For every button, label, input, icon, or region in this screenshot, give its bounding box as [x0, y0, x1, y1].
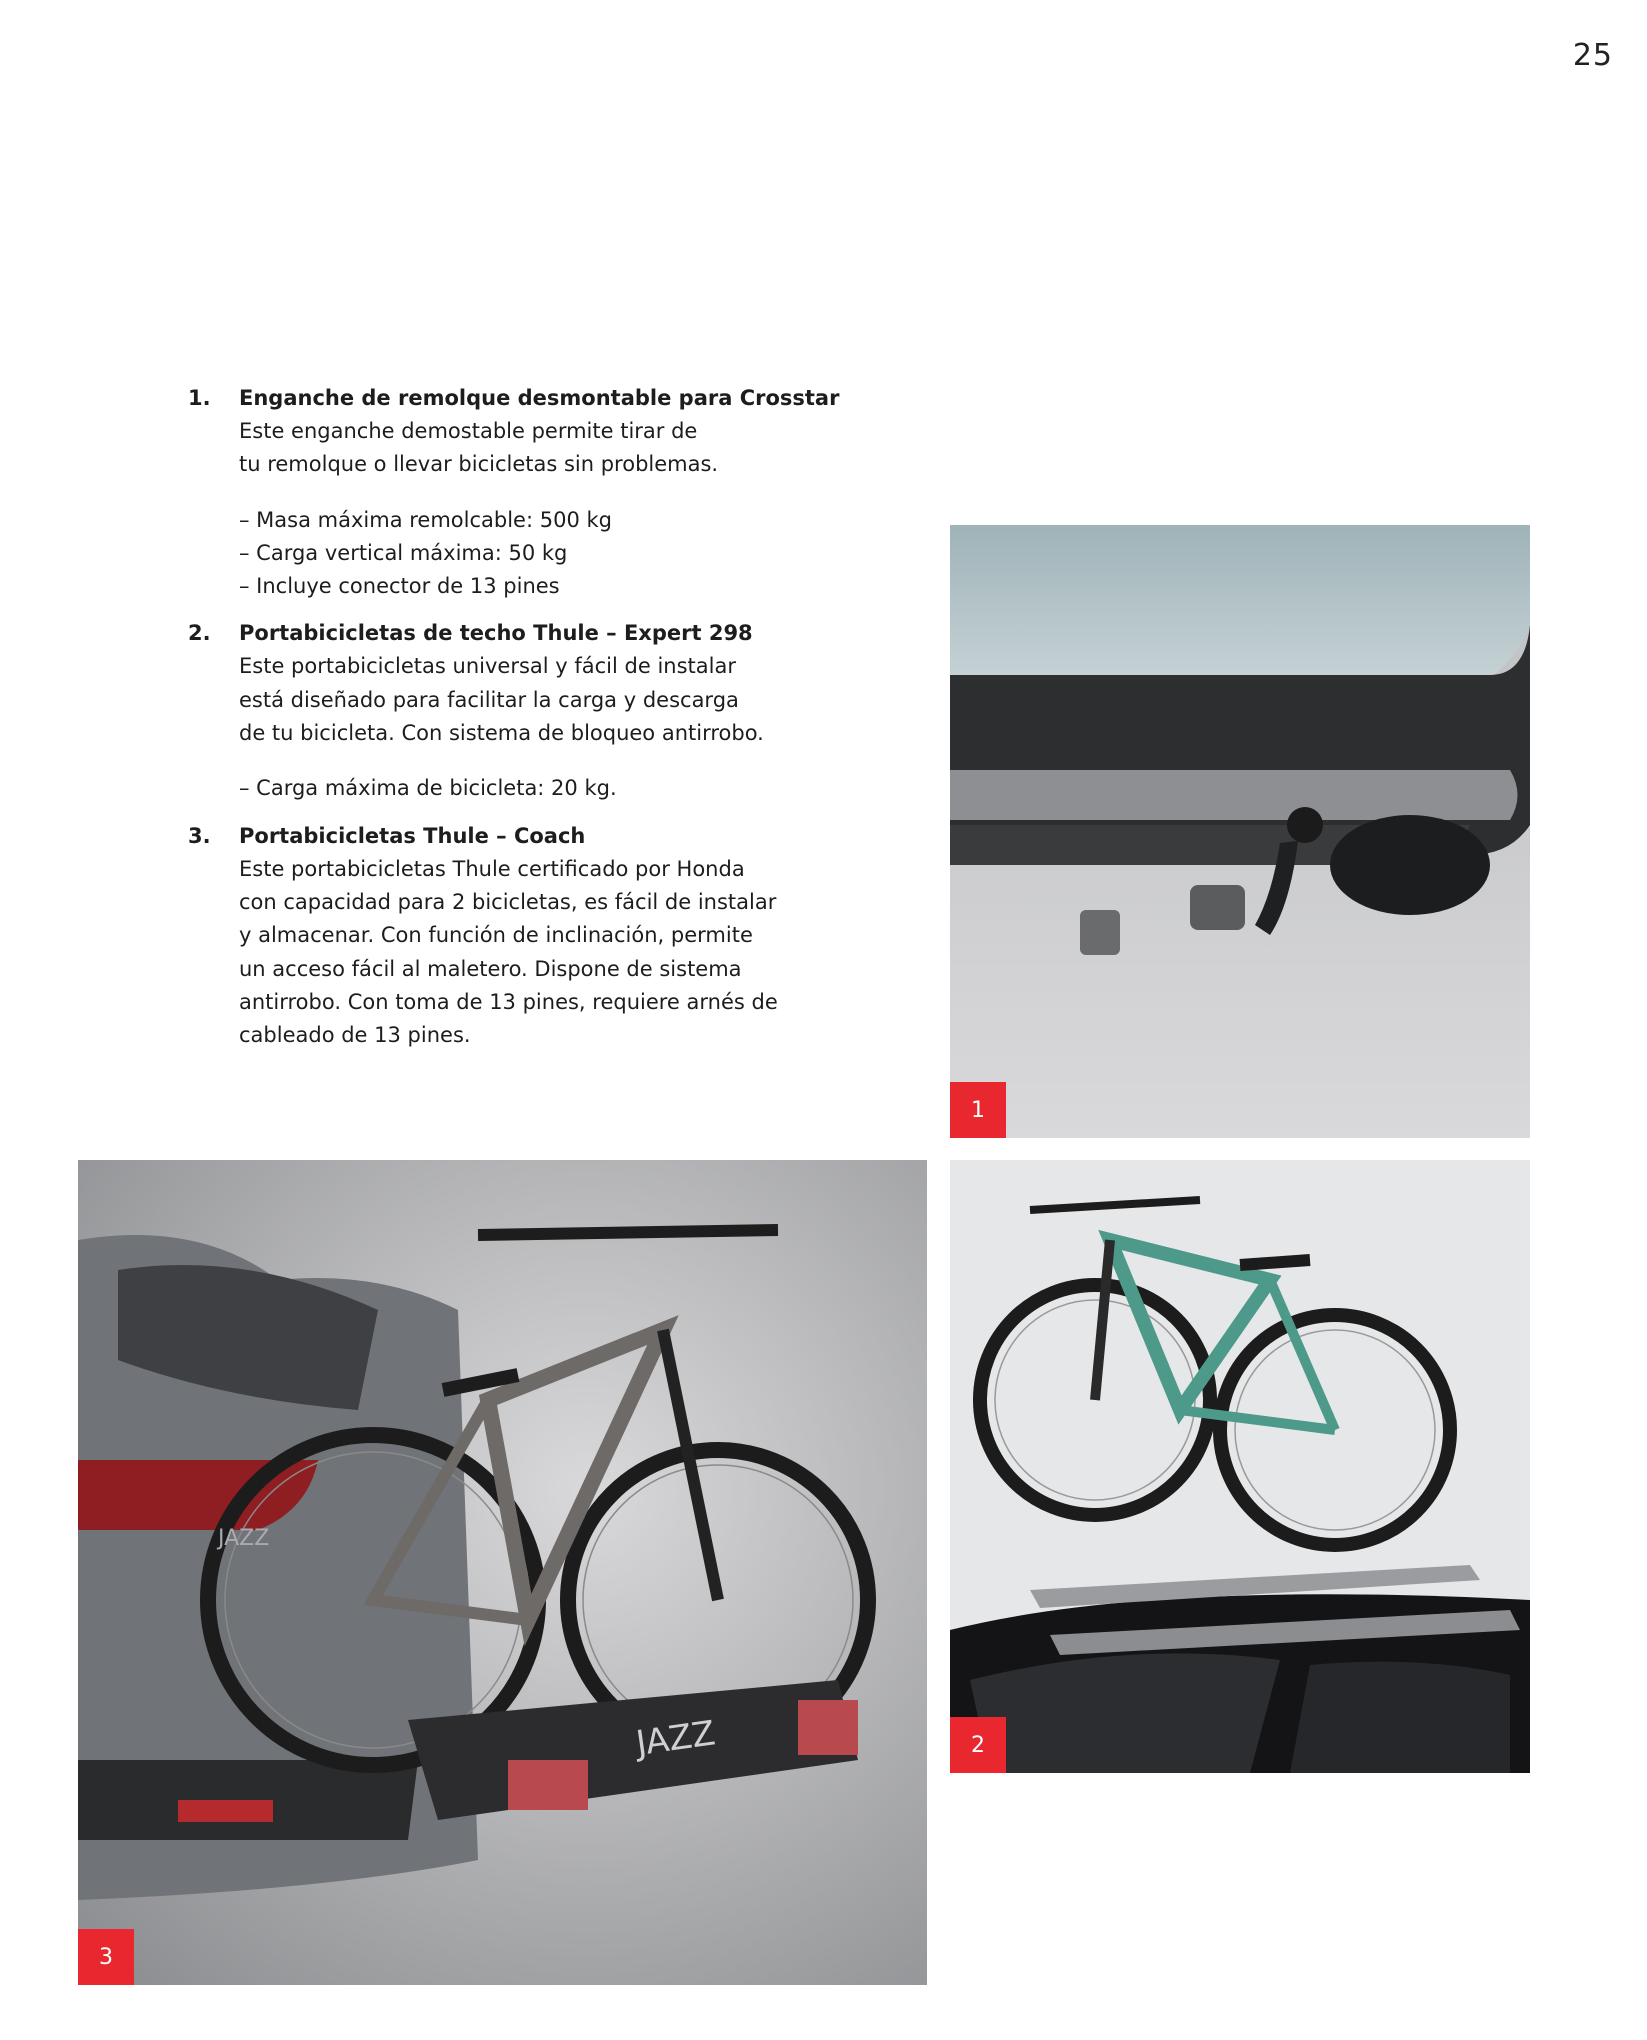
- roof-rack-photo: [950, 1160, 1530, 1773]
- page-number: 25: [1572, 38, 1613, 73]
- bullet: – Masa máxima remolcable: 500 kg: [239, 507, 612, 532]
- item-number: 3.: [188, 823, 211, 848]
- item-number: 2.: [188, 621, 211, 646]
- item-title: Enganche de remolque desmontable para Crosstar: [239, 386, 840, 410]
- tow-hitch-photo: [950, 525, 1530, 1138]
- item-bullets: [239, 772, 888, 805]
- roof-rack-illustration: [950, 1160, 1530, 1773]
- list-item: [188, 617, 888, 805]
- bullet: – Carga vertical máxima: 50 kg: [239, 540, 568, 565]
- item-description: Este portabicicletas universal y fácil de instalar está diseñado para facilitar la carga y descarga de tu bicicleta. Con sistema de bloqueo antirrobo.: [239, 654, 764, 746]
- item-bullets: [239, 504, 888, 604]
- car-model-badge: JAZZ: [218, 1526, 270, 1551]
- item-number: 1.: [188, 386, 211, 410]
- bullet: – Incluye conector de 13 pines: [239, 574, 560, 599]
- item-title: Portabicicletas Thule – Coach: [239, 823, 586, 848]
- item-description: Este portabicicletas Thule certificado por Honda con capacidad para 2 bicicletas, es fácil de instalar y almacenar. Con función de inclinación, permite un acceso fácil al maletero. Dispone de sistema antirrobo. Con toma de 13 pines, requiere arnés de cableado de 13 pines.: [239, 856, 778, 1048]
- hitch-rack-illustration: [78, 1160, 927, 1985]
- product-list: [188, 382, 888, 1066]
- rack-label: JAZZ: [633, 1713, 718, 1764]
- photo-number-badge: 2: [950, 1717, 1006, 1773]
- list-item: [188, 820, 888, 1053]
- item-title: Portabicicletas de techo Thule – Expert 298: [239, 621, 753, 646]
- photo-number-badge: 3: [78, 1929, 134, 1985]
- item-description: Este enganche demostable permite tirar de tu remolque o llevar bicicletas sin problemas.: [239, 419, 719, 477]
- bullet: – Carga máxima de bicicleta: 20 kg.: [239, 776, 617, 801]
- list-item: [188, 382, 888, 603]
- hitch-rack-photo: [78, 1160, 927, 1985]
- photo-number-badge: 1: [950, 1082, 1006, 1138]
- tow-hitch-illustration: [950, 525, 1530, 1138]
